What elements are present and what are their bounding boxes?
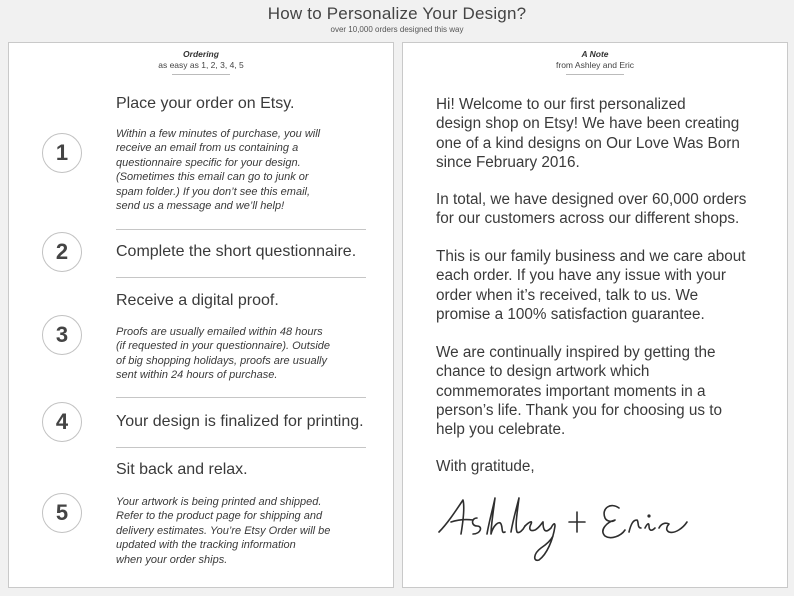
note-line: commemorates important moments in a — [436, 382, 706, 400]
note-line: This is our family business and we care about — [436, 248, 746, 265]
desc-line: sent within 24 hours of purchase. — [116, 369, 278, 382]
note-line: In total, we have designed over 60,000 orders — [436, 191, 747, 208]
desc-line: of big shopping holidays, proofs are usually — [116, 354, 327, 367]
note-line: each order. If you have any issue with your — [436, 267, 726, 285]
signature — [433, 488, 693, 568]
note-line: Hi! Welcome to our first personalized — [436, 96, 686, 113]
note-panel — [402, 42, 788, 588]
step-divider — [116, 447, 366, 448]
closing-text: With gratitude, — [436, 458, 535, 475]
step-5-heading: Sit back and relax. — [116, 461, 248, 478]
step-3-heading: Receive a digital proof. — [116, 292, 279, 309]
desc-line: (Sometimes this email can go to junk or — [116, 171, 309, 184]
note-line: help you celebrate. — [436, 421, 566, 439]
note-line: design shop on Etsy! We have been creating — [436, 115, 740, 133]
note-title: A Note — [581, 49, 609, 59]
note-line: person’s life. Thank you for choosing us to — [436, 401, 722, 419]
note-subtitle: from Ashley and Eric — [556, 60, 634, 70]
ordering-panel — [8, 42, 394, 588]
desc-line: Within a few minutes of purchase, you will — [116, 128, 321, 140]
note-line: order when it’s received, talk to us. We — [436, 286, 699, 304]
step-number-2: 2 — [42, 232, 82, 272]
page-header — [0, 4, 794, 34]
desc-line: spam folder.) If you don’t see this email, — [116, 185, 311, 198]
step-divider — [116, 277, 366, 278]
note-paragraph-3 — [436, 247, 781, 324]
desc-line: send us a message and we’ll help! — [116, 200, 285, 213]
page-subtitle: over 10,000 orders designed this way — [330, 25, 464, 34]
note-line: one of a kind designs on Our Love Was Born — [436, 134, 740, 152]
desc-line: updated with the tracking information — [116, 539, 296, 552]
step-number-3: 3 — [42, 315, 82, 355]
header-rule — [172, 74, 230, 75]
ordering-header — [9, 49, 393, 75]
step-number-5: 5 — [42, 493, 82, 533]
desc-line: when your order ships. — [116, 553, 228, 566]
note-line: promise a 100% satisfaction guarantee. — [436, 305, 705, 323]
note-paragraph-4 — [436, 343, 781, 439]
step-3-description — [116, 325, 356, 383]
note-line: chance to design artwork which — [436, 363, 650, 381]
ordering-title: Ordering — [183, 49, 219, 59]
page-title: How to Personalize Your Design? — [267, 4, 527, 23]
desc-line: Refer to the product page for shipping and — [116, 510, 323, 523]
note-line: We are continually inspired by getting the — [436, 344, 716, 361]
step-number-4: 4 — [42, 402, 82, 442]
desc-line: questionnaire specific for your design. — [116, 156, 301, 169]
step-divider — [116, 397, 366, 398]
step-divider — [116, 229, 366, 230]
step-4-heading: Your design is finalized for printing. — [116, 413, 364, 430]
header-rule — [566, 74, 624, 75]
desc-line: delivery estimates. You’re Etsy Order will be — [116, 524, 331, 537]
desc-line: receive an email from us containing a — [116, 142, 299, 155]
note-line: since February 2016. — [436, 153, 580, 171]
desc-line: (if requested in your questionnaire). Outside — [116, 340, 331, 353]
note-paragraph-1 — [436, 95, 781, 172]
ordering-subtitle: as easy as 1, 2, 3, 4, 5 — [158, 60, 244, 70]
step-2-heading: Complete the short questionnaire. — [116, 243, 357, 260]
desc-line: Your artwork is being printed and shipped. — [116, 496, 322, 508]
step-number-1: 1 — [42, 133, 82, 173]
step-5-description — [116, 495, 356, 567]
note-header — [403, 49, 787, 75]
step-1-heading: Place your order on Etsy. — [116, 95, 295, 112]
desc-line: Proofs are usually emailed within 48 hours — [116, 326, 323, 338]
step-1-description — [116, 127, 356, 213]
note-line: for our customers across our different shops. — [436, 210, 740, 228]
note-paragraph-2 — [436, 190, 781, 229]
